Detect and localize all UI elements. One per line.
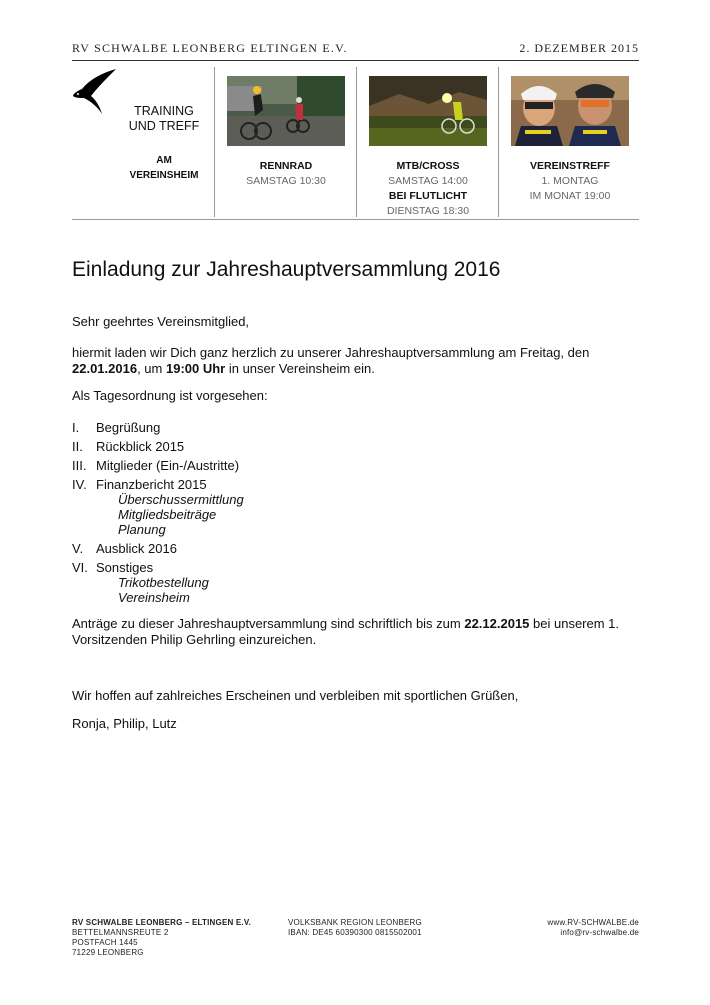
footer-street: BETTELMANNSREUTE 2: [72, 928, 169, 937]
schedule-title: RENNRAD: [259, 160, 313, 172]
agenda-item: [72, 458, 472, 473]
agenda-item: [72, 560, 472, 605]
column-divider: [214, 67, 215, 217]
schedule-title: MTB/CROSS: [396, 160, 460, 172]
agenda-subitem: Mitgliedsbeiträge: [118, 507, 217, 522]
agenda-list: [72, 420, 472, 609]
road-cycling-photo: [227, 76, 345, 146]
schedule-time: IM MONAT 19:00: [529, 190, 611, 202]
footer-contact: [520, 918, 639, 938]
footer-postbox: POSTFACH 1445: [72, 938, 138, 947]
agenda-item: [72, 439, 472, 454]
intro-paragraph: hiermit laden wir Dich ganz herzlich zu unserer Jahreshauptversammlung am Freitag, den 22.01.2016, um 19:00 Uhr in unser Vereinsheim ein.: [72, 345, 590, 376]
agenda-subitem: Überschussermittlung: [118, 492, 244, 507]
meeting-date: 22.01.2016: [72, 361, 138, 376]
riders-selfie-photo: [511, 76, 629, 146]
footer-city: 71229 LEONBERG: [72, 948, 144, 957]
schedule-time: 1. MONTAG: [541, 175, 599, 187]
schedule-time: DIENSTAG 18:30: [386, 205, 470, 217]
document-header: [72, 40, 639, 61]
agenda-number: V.: [72, 541, 84, 556]
agenda-subitem: Vereinsheim: [118, 590, 190, 605]
agenda-item: [72, 541, 472, 556]
agenda-number: VI.: [72, 560, 88, 575]
agenda-item: [72, 420, 472, 435]
footer-website-link[interactable]: www.RV-SCHWALBE.de: [547, 918, 639, 927]
closing-text: Wir hoffen auf zahlreiches Erscheinen und verbleiben mit sportlichen Grüßen,: [72, 688, 519, 703]
agenda-number: II.: [72, 439, 83, 454]
agenda-number: IV.: [72, 477, 87, 492]
schedule-text: [215, 159, 357, 189]
agenda-label: Rückblick 2015: [96, 439, 185, 454]
footer-iban: IBAN: DE45 60390300 0815502001: [288, 928, 422, 937]
mtb-night-photo: [369, 76, 487, 146]
agenda-number: III.: [72, 458, 87, 473]
schedule-title: BEI FLUTLICHT: [388, 190, 468, 202]
schedule-text: [357, 159, 499, 219]
agenda-label: Finanzbericht 2015: [96, 477, 207, 492]
agenda-intro: Als Tagesordnung ist vorgesehen:: [72, 388, 268, 403]
footer-email-link[interactable]: info@rv-schwalbe.de: [560, 928, 639, 937]
brand-block: [72, 61, 214, 219]
org-name: RV SCHWALBE LEONBERG ELTINGEN E.V.: [72, 41, 348, 55]
agenda-label: Sonstiges: [96, 560, 154, 575]
schedule-text: [499, 159, 641, 204]
footer-org: RV SCHWALBE LEONBERG – ELTINGEN E.V.: [72, 918, 252, 927]
agenda-label: Mitglieder (Ein-/Austritte): [96, 458, 240, 473]
agenda-label: Begrüßung: [96, 420, 161, 435]
antraege-paragraph: Anträge zu dieser Jahreshauptversammlung sind schriftlich bis zum 22.12.2015 bei unserem 1. Vorsitzenden Philip Gehrling einzureichen.: [72, 616, 620, 647]
brand-subtitle: AM VEREINSHEIM: [129, 155, 199, 181]
schedule-time: SAMSTAG 14:00: [388, 175, 468, 187]
signatures: Ronja, Philip, Lutz: [72, 716, 177, 731]
agenda-number: I.: [72, 420, 80, 435]
salutation: Sehr geehrtes Vereinsmitglied,: [72, 314, 250, 329]
letter-title: Einladung zur Jahreshauptversammlung 2016: [72, 258, 501, 281]
meeting-time: 19:00 Uhr: [165, 361, 226, 376]
agenda-item: [72, 477, 472, 537]
deadline-date: 22.12.2015: [464, 616, 530, 631]
document-date: 2. DEZEMBER 2015: [519, 41, 639, 55]
schedule-title: VEREINSTREFF: [530, 160, 610, 172]
footer-bank: [288, 918, 422, 938]
brand-title: TRAINING UND TREFF: [128, 104, 200, 133]
agenda-label: Ausblick 2016: [96, 541, 177, 556]
footer-address: [72, 918, 251, 958]
agenda-subitem: Trikotbestellung: [118, 575, 209, 590]
agenda-subitem: Planung: [118, 522, 166, 537]
footer-bank-name: VOLKSBANK REGION LEONBERG: [288, 918, 422, 927]
training-banner: [72, 61, 639, 220]
schedule-time: SAMSTAG 10:30: [246, 175, 326, 187]
